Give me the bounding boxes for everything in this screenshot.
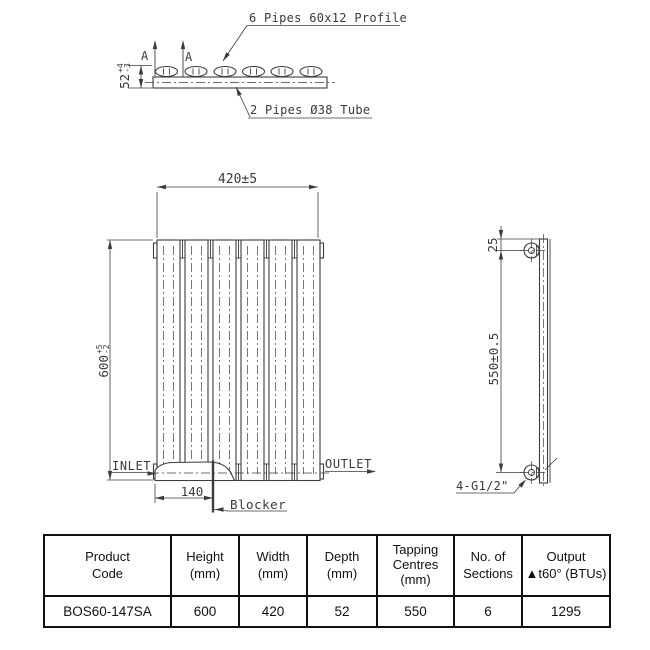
cell-width: 420: [239, 596, 307, 627]
spec-table-header-row: [44, 535, 610, 596]
section-letter-a-right: A: [185, 50, 193, 64]
inlet-label: INLET: [112, 459, 152, 473]
header-output: Output ▲t60° (BTUs): [522, 535, 610, 596]
depth-dim-value: 52: [116, 73, 132, 89]
height-dimension: [95, 333, 111, 389]
cell-depth: 52: [307, 596, 377, 627]
header-sections: No. of Sections: [454, 535, 522, 596]
section-letter-a-left: A: [141, 49, 149, 63]
cell-product-code: BOS60-147SA: [44, 596, 171, 627]
depth-dim-minus: -3: [123, 63, 132, 73]
blocker-offset-dimension: 140: [180, 484, 204, 499]
header-width: Width (mm): [239, 535, 307, 596]
spec-table-data-row: [44, 596, 610, 627]
header-tapping-centres: Tapping Centres (mm): [377, 535, 454, 596]
depth-dimension: [116, 54, 132, 98]
cell-sections: 6: [454, 596, 522, 627]
header-product-code: Product Code: [44, 535, 171, 596]
outlet-label: OUTLET: [325, 457, 372, 471]
thread-size-label: 4-G1/2": [456, 479, 509, 493]
header-depth: Depth (mm): [307, 535, 377, 596]
height-dim-minus: -2: [102, 344, 111, 355]
height-dim-value: 600: [95, 355, 111, 378]
specification-table: [43, 534, 611, 628]
profile-label: 6 Pipes 60x12 Profile: [249, 11, 408, 25]
height-dim-plus: +5: [95, 344, 104, 355]
header-height: Height (mm): [171, 535, 239, 596]
blocker-label: Blocker: [230, 497, 287, 512]
top-offset-dimension: 25: [484, 237, 500, 253]
tube-label: 2 Pipes Ø38 Tube: [250, 103, 371, 117]
depth-dim-plus: +4: [116, 63, 125, 73]
cell-tapping-centres: 550: [377, 596, 454, 627]
width-dimension: 420±5: [217, 172, 258, 187]
cell-height: 600: [171, 596, 239, 627]
tapping-centres-dimension: 550±0.5: [485, 332, 501, 386]
cell-output: 1295: [522, 596, 610, 627]
side-view-linework: [456, 226, 557, 493]
